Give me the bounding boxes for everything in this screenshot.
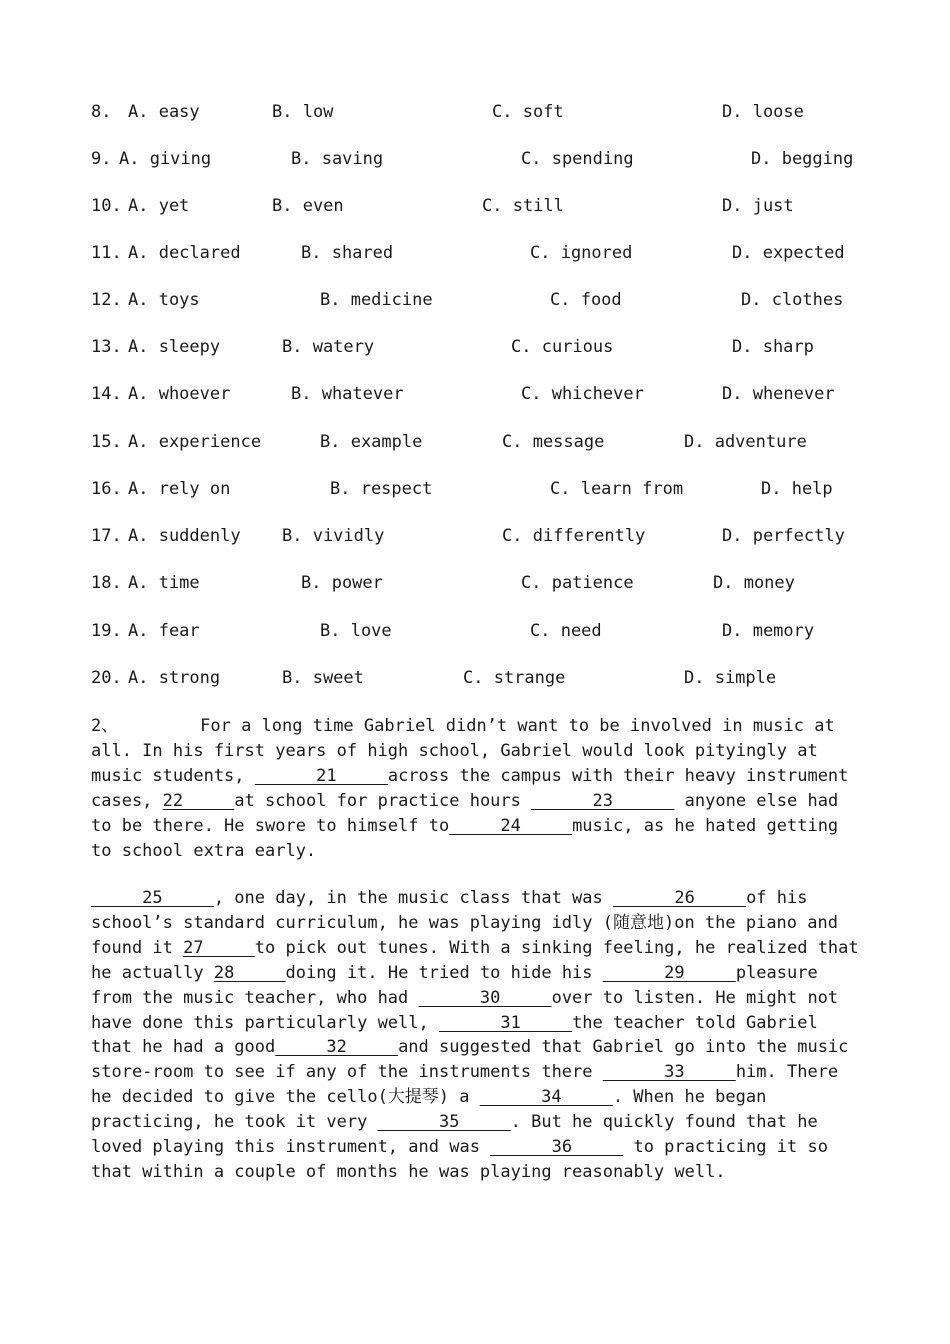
passage-text: pleasure from the music teacher, who had xyxy=(91,962,818,1008)
question-number: 12. xyxy=(91,290,122,310)
option-d: D. loose xyxy=(722,102,804,122)
passage-text: over to listen. He might not have done this particularly well, xyxy=(91,987,839,1033)
option-a: A. whoever xyxy=(128,384,231,404)
question-row xyxy=(0,431,950,453)
option-a: A. time xyxy=(128,573,200,593)
passage-text: of his school’s standard curriculum, he was playing idly (随意地)on the piano and found it xyxy=(91,888,838,958)
option-a: A. toys xyxy=(128,290,200,310)
option-b: B. shared xyxy=(301,243,394,263)
option-a: A. giving xyxy=(119,149,212,169)
option-c: C. food xyxy=(550,290,622,310)
option-c: C. soft xyxy=(492,102,564,122)
option-a: A. suddenly xyxy=(128,526,241,546)
answer-blank[interactable]: 21 xyxy=(254,765,388,786)
question-row xyxy=(0,667,950,689)
option-c: C. whichever xyxy=(521,384,644,404)
answer-blank[interactable]: 32 xyxy=(275,1037,399,1058)
question-number: 14. xyxy=(91,384,122,404)
passage-text: him. There he decided to give the cello(大提琴) a xyxy=(91,1062,839,1108)
question-number: 8. xyxy=(91,102,112,122)
question-row xyxy=(0,336,950,358)
option-c: C. curious xyxy=(511,337,614,357)
option-b: B. vividly xyxy=(282,526,385,546)
question-row xyxy=(0,525,950,547)
question-row xyxy=(0,572,950,594)
option-d: D. perfectly xyxy=(722,526,845,546)
option-d: D. just xyxy=(722,196,794,216)
option-b: B. medicine xyxy=(320,290,433,310)
passage-paragraph-1 xyxy=(91,714,861,863)
passage-paragraph-2 xyxy=(91,886,861,1185)
option-a: A. rely on xyxy=(128,479,231,499)
answer-blank[interactable]: 26 xyxy=(613,888,747,908)
option-a: A. strong xyxy=(128,668,221,688)
question-number: 15. xyxy=(91,432,122,452)
question-number: 17. xyxy=(91,526,122,546)
option-d: D. expected xyxy=(732,243,845,263)
option-d: D. help xyxy=(761,479,833,499)
passage-text: . But he quickly found that he loved playing this instrument, and was xyxy=(91,1112,818,1158)
option-b: B. watery xyxy=(282,337,375,357)
option-c: C. message xyxy=(502,432,605,452)
question-row xyxy=(0,195,950,217)
option-d: D. adventure xyxy=(684,432,807,452)
answer-blank[interactable]: 29 xyxy=(602,962,736,983)
option-c: C. need xyxy=(530,621,602,641)
passage-text: to practicing it so that within a couple of months he was playing reasonably well. xyxy=(91,1137,828,1182)
passage-text: music, as he hated getting to school extra early. xyxy=(91,815,839,861)
question-number: 19. xyxy=(91,621,122,641)
passage-text: doing it. He tried to hide his xyxy=(285,962,603,983)
option-b: B. respect xyxy=(330,479,433,499)
passage-text: . When he began practicing, he took it very xyxy=(91,1087,767,1133)
option-d: D. simple xyxy=(684,668,777,688)
question-row xyxy=(0,148,950,170)
question-number: 20. xyxy=(91,668,122,688)
answer-blank[interactable]: 23 xyxy=(531,790,675,811)
section-number: 2、 xyxy=(91,716,119,736)
answer-blank[interactable]: 31 xyxy=(439,1012,573,1033)
question-row xyxy=(0,478,950,500)
option-b: B. power xyxy=(301,573,383,593)
question-number: 13. xyxy=(91,337,122,357)
answer-blank[interactable]: 25 xyxy=(91,888,214,908)
option-d: D. whenever xyxy=(722,384,835,404)
option-a: A. declared xyxy=(128,243,241,263)
question-number: 10. xyxy=(91,196,122,216)
question-row xyxy=(0,383,950,405)
question-row xyxy=(0,101,950,123)
option-c: C. learn from xyxy=(550,479,684,499)
passage-text: For a long time Gabriel didn’t want to be involved in music at all. In his first years of high school, Gabriel would look pityingly at music students, xyxy=(91,716,835,786)
answer-blank[interactable]: 36 xyxy=(490,1137,624,1158)
passage-text: across the campus with their heavy instrument cases, xyxy=(91,765,849,811)
question-number: 9. xyxy=(91,149,112,169)
passage-text: the teacher told Gabriel that he had a good xyxy=(91,1012,818,1058)
question-number: 16. xyxy=(91,479,122,499)
option-c: C. patience xyxy=(521,573,634,593)
option-b: B. love xyxy=(320,621,392,641)
option-d: D. clothes xyxy=(741,290,844,310)
option-b: B. whatever xyxy=(291,384,404,404)
option-a: A. yet xyxy=(128,196,190,216)
option-d: D. memory xyxy=(722,621,815,641)
question-number: 18. xyxy=(91,573,122,593)
answer-blank[interactable]: 33 xyxy=(602,1062,736,1083)
answer-blank[interactable]: 27 xyxy=(183,937,255,958)
option-c: C. differently xyxy=(502,526,646,546)
answer-blank[interactable]: 22 xyxy=(162,790,235,811)
question-number: 11. xyxy=(91,243,122,263)
passage-text: at school for practice hours xyxy=(234,790,532,811)
option-a: A. fear xyxy=(128,621,200,641)
passage-text: and suggested that Gabriel go into the music store-room to see if any of the instruments there xyxy=(91,1037,849,1083)
answer-blank[interactable]: 24 xyxy=(449,815,573,836)
option-a: A. easy xyxy=(128,102,200,122)
option-d: D. money xyxy=(713,573,795,593)
option-a: A. experience xyxy=(128,432,262,452)
option-b: B. low xyxy=(272,102,334,122)
option-c: C. ignored xyxy=(530,243,633,263)
question-row xyxy=(0,620,950,642)
answer-blank[interactable]: 35 xyxy=(377,1112,511,1133)
question-row xyxy=(0,289,950,311)
answer-blank[interactable]: 28 xyxy=(213,962,286,983)
option-b: B. example xyxy=(320,432,423,452)
option-d: D. begging xyxy=(751,149,854,169)
option-c: C. strange xyxy=(463,668,566,688)
passage-text: anyone else had to be there. He swore to himself to xyxy=(91,790,839,836)
option-b: B. saving xyxy=(291,149,384,169)
question-row xyxy=(0,242,950,264)
option-a: A. sleepy xyxy=(128,337,221,357)
option-c: C. spending xyxy=(521,149,634,169)
option-c: C. still xyxy=(482,196,564,216)
passage-text: to pick out tunes. With a sinking feeling, he realized that he actually xyxy=(91,937,859,983)
answer-blank[interactable]: 30 xyxy=(418,987,552,1008)
option-b: B. sweet xyxy=(282,668,364,688)
answer-blank[interactable]: 34 xyxy=(479,1087,613,1108)
option-b: B. even xyxy=(272,196,344,216)
option-d: D. sharp xyxy=(732,337,814,357)
passage-text: , one day, in the music class that was xyxy=(213,888,613,908)
